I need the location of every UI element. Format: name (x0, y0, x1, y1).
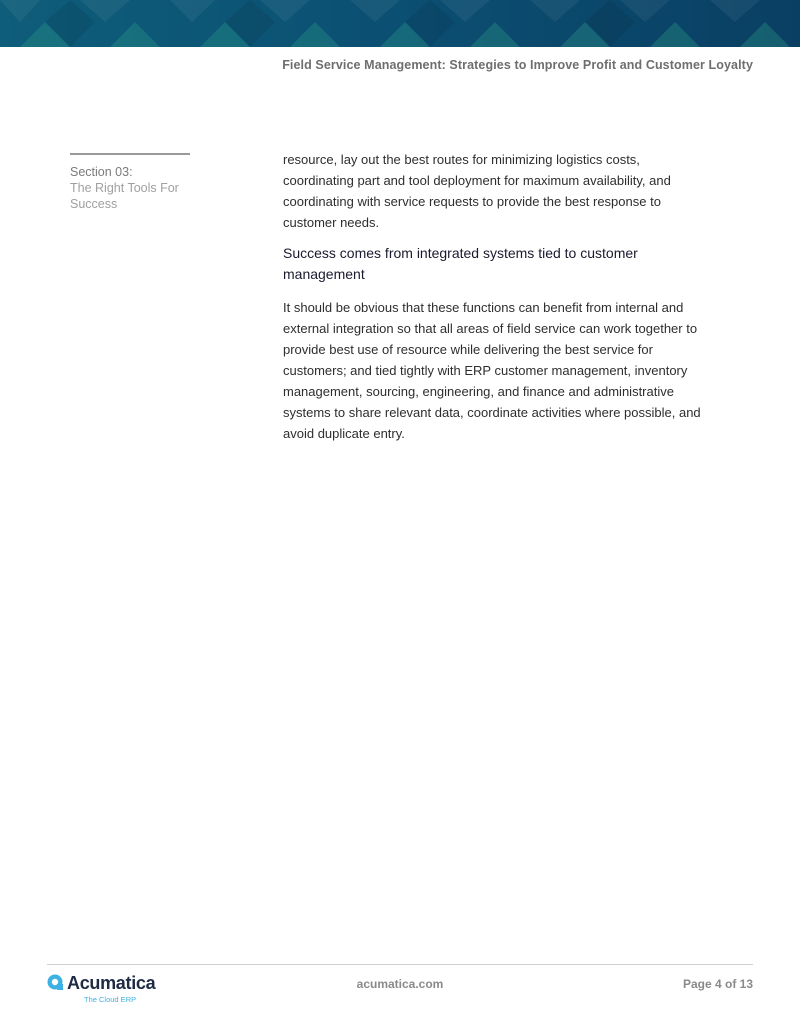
section-title-line-2: Success (70, 197, 118, 211)
logo-tagline: The Cloud ERP (84, 995, 137, 1004)
footer-divider (47, 964, 753, 965)
header-banner (0, 0, 800, 47)
banner-pattern (0, 0, 800, 47)
subheading: Success comes from integrated systems tied to customer management (283, 245, 638, 282)
main-content (283, 149, 713, 444)
body-paragraph-2: It should be obvious that these functions can benefit from internal and external integration so that all areas of field service can work together to provide best use of resource while delivering the best service for customers; and tied tightly with ERP customer management, inventory management, sourcing, engineering, and finance and administrative systems to share relevant data, coordinate activities where possible, and avoid duplicate entry. (283, 300, 701, 441)
body-paragraph-1: resource, lay out the best routes for minimizing logistics costs, coordinating part and tool deployment for maximum availability, and coordinating with service requests to provide the best response to customer needs. (283, 152, 671, 230)
sidebar-divider (70, 153, 190, 155)
document-title: Field Service Management: Strategies to Improve Profit and Customer Loyalty (282, 58, 753, 72)
footer-website: acumatica.com (356, 977, 444, 991)
section-sidebar (70, 153, 190, 212)
page-number: Page 4 of 13 (682, 977, 753, 991)
logo-wordmark: Acumatica (67, 973, 156, 993)
section-title-line-1: The Right Tools For (70, 181, 179, 195)
section-number: Section 03: (70, 165, 133, 179)
